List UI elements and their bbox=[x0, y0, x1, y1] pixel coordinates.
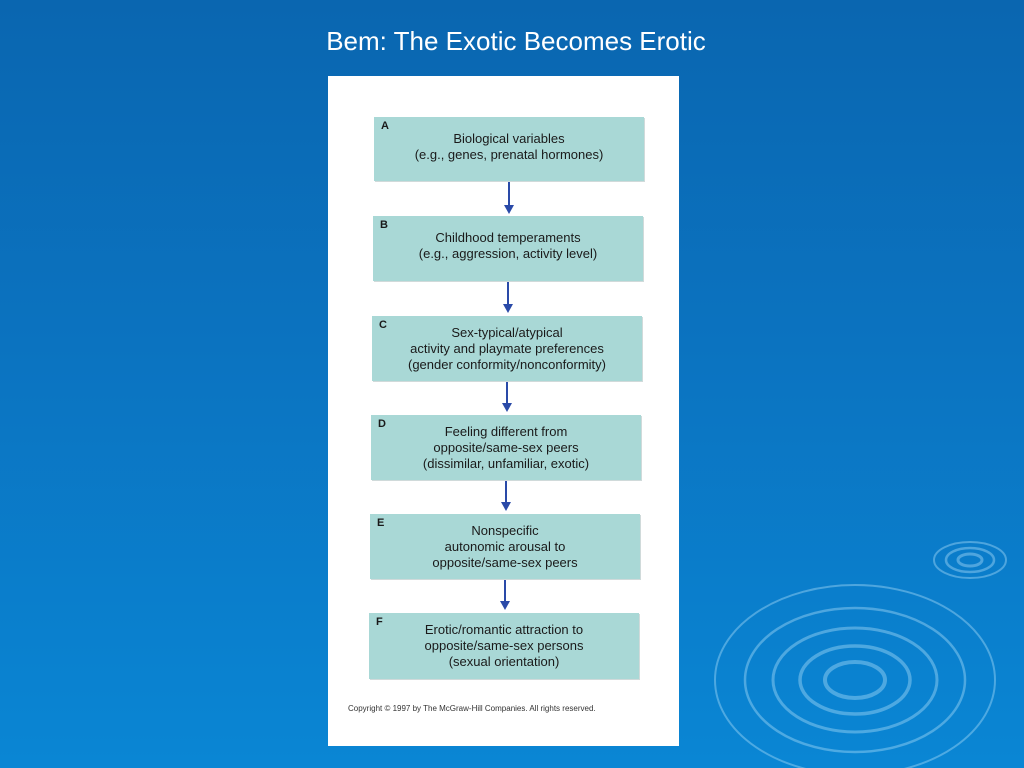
arrow-e-to-f bbox=[500, 580, 510, 610]
step-letter: F bbox=[376, 616, 383, 628]
step-line: (e.g., genes, prenatal hormones) bbox=[414, 147, 604, 162]
step-line: (e.g., aggression, activity level) bbox=[418, 246, 598, 261]
arrow-b-to-c bbox=[503, 282, 513, 313]
flow-diagram bbox=[328, 76, 679, 746]
step-line: Nonspecific bbox=[471, 523, 539, 538]
step-line: Sex-typical/atypical bbox=[451, 325, 563, 340]
step-line: autonomic arousal to bbox=[444, 539, 566, 554]
arrow-d-to-e bbox=[501, 481, 511, 511]
flow-arrows bbox=[328, 76, 679, 746]
step-line: (dissimilar, unfamiliar, exotic) bbox=[422, 456, 590, 471]
step-letter: B bbox=[380, 219, 388, 231]
step-line: Childhood temperaments bbox=[435, 230, 581, 245]
copyright-notice: Copyright © 1997 by The McGraw-Hill Companies. All rights reserved. bbox=[348, 704, 596, 713]
arrow-c-to-d bbox=[502, 382, 512, 412]
step-letter: E bbox=[377, 517, 385, 529]
step-letter: C bbox=[379, 319, 387, 331]
arrow-a-to-b bbox=[504, 182, 514, 214]
step-line: opposite/same-sex persons bbox=[424, 638, 584, 653]
step-line: opposite/same-sex peers bbox=[433, 440, 579, 455]
step-letter: A bbox=[381, 120, 389, 132]
step-line: Biological variables bbox=[453, 131, 565, 146]
step-line: activity and playmate preferences bbox=[410, 341, 604, 356]
step-line: (sexual orientation) bbox=[448, 654, 560, 669]
step-letter: D bbox=[378, 418, 386, 430]
slide-title: Bem: The Exotic Becomes Erotic bbox=[326, 26, 706, 56]
step-line: opposite/same-sex peers bbox=[432, 555, 578, 570]
step-line: Erotic/romantic attraction to bbox=[424, 622, 584, 637]
step-line: Feeling different from bbox=[444, 424, 568, 439]
step-line: (gender conformity/nonconformity) bbox=[408, 357, 606, 372]
